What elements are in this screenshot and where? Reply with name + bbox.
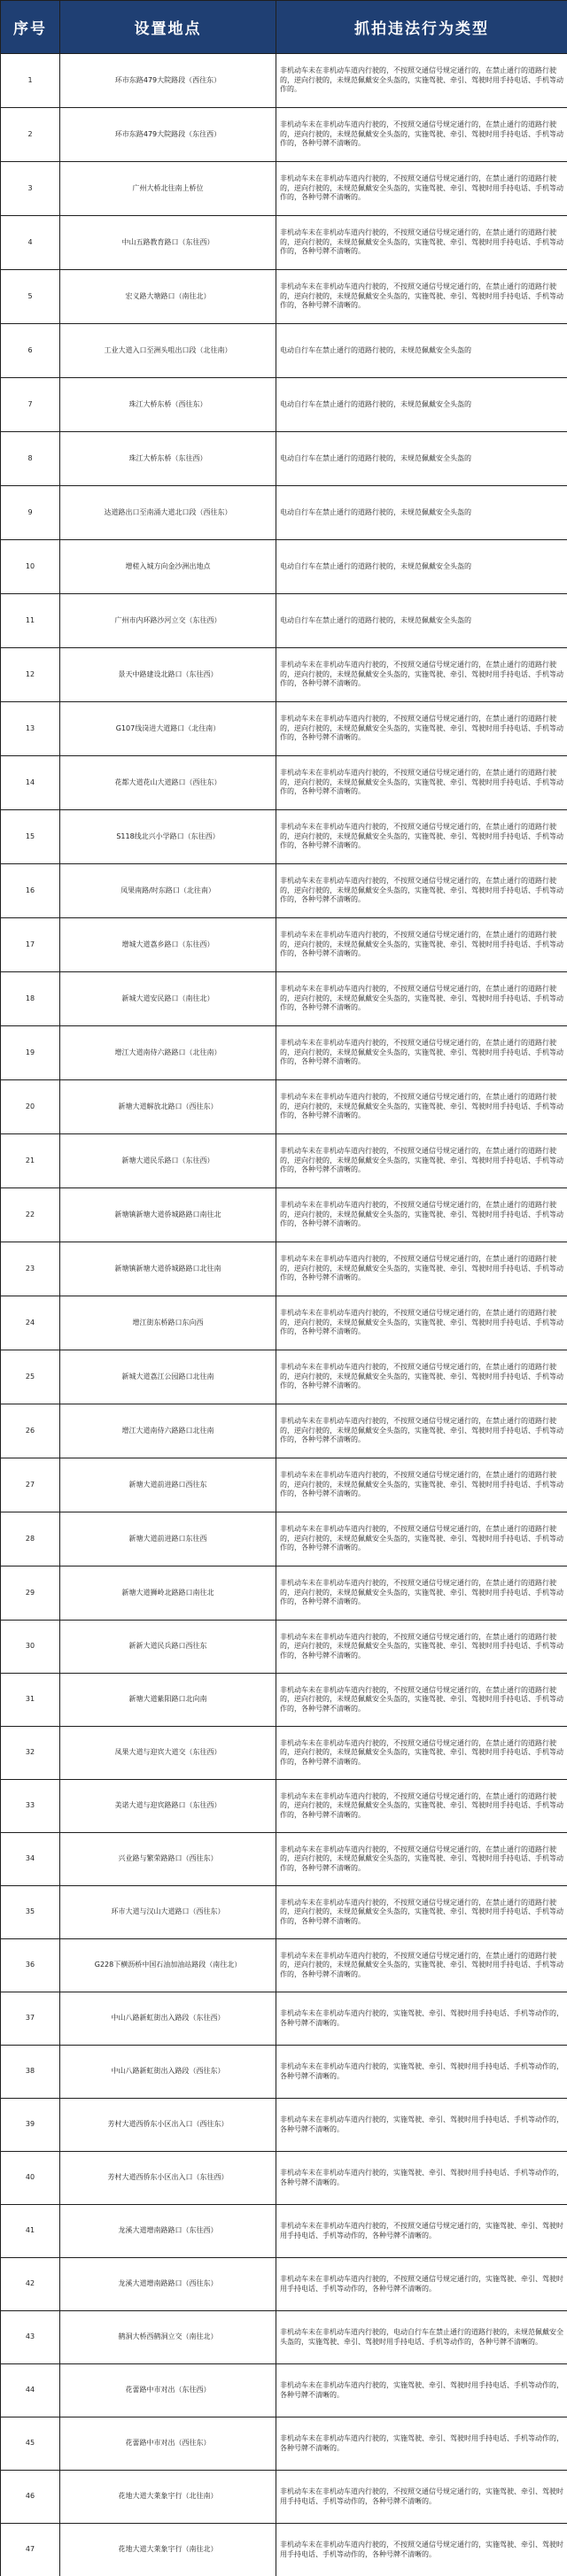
table-row	[1, 540, 567, 594]
row-number: 8	[1, 432, 60, 486]
row-violation-type: 非机动车未在非机动车道内行驶的，不按照交通信号规定通行的，在禁止通行的道路行驶的，逆向行驶的，未规范佩戴安全头盔的，实施驾驶、牵引、驾驶时用手持电话、手机等动作的，各种号牌不清晰的。	[276, 756, 567, 810]
row-violation-type: 非机动车未在非机动车道内行驶的，实施驾驶、牵引、驾驶时用手持电话、手机等动作的，各种号牌不清晰的。	[276, 2099, 567, 2152]
table-row	[1, 1566, 567, 1621]
row-location: 增槎入城方向金沙洲出地点	[60, 540, 276, 594]
row-location: 景天中路建设北路口（东往西）	[60, 648, 276, 702]
row-violation-type: 非机动车未在非机动车道内行驶的，不按照交通信号规定通行的，在禁止通行的道路行驶的，逆向行驶的，未规范佩戴安全头盔的，实施驾驶、牵引、驾驶时用手持电话、手机等动作的，各种号牌不清晰的。	[276, 108, 567, 162]
row-violation-type: 电动自行车在禁止通行的道路行驶的，未规范佩戴安全头盔的	[276, 486, 567, 540]
table-row	[1, 378, 567, 432]
row-number: 17	[1, 918, 60, 972]
row-location: 中山五路教育路口（东往西）	[60, 216, 276, 270]
row-number: 1	[1, 54, 60, 108]
row-violation-type: 非机动车未在非机动车道内行驶的，不按照交通信号规定通行的，在禁止通行的道路行驶的，逆向行驶的，未规范佩戴安全头盔的，实施驾驶、牵引、驾驶时用手持电话、手机等动作的，各种号牌不清晰的。	[276, 1727, 567, 1780]
row-location: G107线岗进大道路口（北往南）	[60, 702, 276, 756]
row-violation-type: 非机动车未在非机动车道内行驶的，实施驾驶、牵引、驾驶时用手持电话、手机等动作的，各种号牌不清晰的。	[276, 2046, 567, 2099]
row-location: 花蕾路中市对出（西往东）	[60, 2417, 276, 2471]
row-number: 16	[1, 864, 60, 918]
row-location: 中山八路新虹街出入路段（东往西）	[60, 1992, 276, 2046]
row-violation-type: 非机动车未在非机动车道内行驶的，不按照交通信号规定通行的，在禁止通行的道路行驶的，逆向行驶的，未规范佩戴安全头盔的，实施驾驶、牵引、驾驶时用手持电话、手机等动作的，各种号牌不清晰的。	[276, 1939, 567, 1992]
table-row	[1, 1674, 567, 1727]
row-violation-type: 非机动车未在非机动车道内行驶的，不按照交通信号规定通行的，在禁止通行的道路行驶的，逆向行驶的，未规范佩戴安全头盔的，实施驾驶、牵引、驾驶时用手持电话、手机等动作的，各种号牌不清晰的。	[276, 1026, 567, 1080]
row-location: 增江大道南侍六路路口北往南	[60, 1404, 276, 1458]
row-location: 新塘镇新塘大道侨城路路口南往北	[60, 1188, 276, 1242]
row-location: 凤果南路/时东路口（北往南）	[60, 864, 276, 918]
row-location: 龙溪大道增南路路口（西往东）	[60, 2258, 276, 2311]
row-number: 40	[1, 2152, 60, 2205]
table-row	[1, 432, 567, 486]
row-location: 花地大道大莱象宇行（南往北）	[60, 2524, 276, 2576]
row-location: 新塘大道前进路口东往西	[60, 1512, 276, 1566]
table-row	[1, 756, 567, 810]
row-violation-type: 电动自行车在禁止通行的道路行驶的，未规范佩戴安全头盔的	[276, 324, 567, 378]
row-location: 花地大道大莱象宇行（北往南）	[60, 2471, 276, 2524]
row-number: 43	[1, 2311, 60, 2364]
row-number: 34	[1, 1833, 60, 1886]
row-location: 环市东路479大院路段（西往东）	[60, 54, 276, 108]
row-violation-type: 非机动车未在非机动车道内行驶的，不按照交通信号规定通行的，在禁止通行的道路行驶的，逆向行驶的，未规范佩戴安全头盔的，实施驾驶、牵引、驾驶时用手持电话、手机等动作的，各种号牌不清晰的。	[276, 1833, 567, 1886]
row-number: 32	[1, 1727, 60, 1780]
table-row	[1, 324, 567, 378]
row-number: 41	[1, 2205, 60, 2258]
row-violation-type: 电动自行车在禁止通行的道路行驶的，未规范佩戴安全头盔的	[276, 432, 567, 486]
row-location: 宏义路大塘路口（南往北）	[60, 270, 276, 324]
table-row	[1, 1939, 567, 1992]
table-row	[1, 1621, 567, 1674]
row-violation-type: 非机动车未在非机动车道内行驶的，不按照交通信号规定通行的，在禁止通行的道路行驶的，逆向行驶的，未规范佩戴安全头盔的，实施驾驶、牵引、驾驶时用手持电话、手机等动作的，各种号牌不清晰的。	[276, 1780, 567, 1833]
row-violation-type: 非机动车未在非机动车道内行驶的，不按照交通信号规定通行的，在禁止通行的道路行驶的，逆向行驶的，未规范佩戴安全头盔的，实施驾驶、牵引、驾驶时用手持电话、手机等动作的，各种号牌不清晰的。	[276, 162, 567, 216]
row-violation-type: 非机动车未在非机动车道内行驶的，实施驾驶、牵引、驾驶时用手持电话、手机等动作的，各种号牌不清晰的。	[276, 2417, 567, 2471]
row-number: 31	[1, 1674, 60, 1727]
row-location: 增江街东桥路口东向西	[60, 1296, 276, 1350]
table-row	[1, 2258, 567, 2311]
table-row	[1, 2311, 567, 2364]
row-violation-type: 非机动车未在非机动车道内行驶的，实施驾驶、牵引、驾驶时用手持电话、手机等动作的，各种号牌不清晰的。	[276, 2364, 567, 2417]
row-violation-type: 电动自行车在禁止通行的道路行驶的，未规范佩戴安全头盔的	[276, 378, 567, 432]
table-row	[1, 54, 567, 108]
row-location: 新塘大道紫阳路口北向南	[60, 1674, 276, 1727]
table-row	[1, 216, 567, 270]
row-location: 工业大道入口至洲头咀出口段（北往南）	[60, 324, 276, 378]
table-body	[1, 54, 567, 2576]
table-row	[1, 1833, 567, 1886]
row-number: 7	[1, 378, 60, 432]
row-number: 39	[1, 2099, 60, 2152]
row-violation-type: 非机动车未在非机动车道内行驶的，不按照交通信号规定通行的，在禁止通行的道路行驶的，逆向行驶的，未规范佩戴安全头盔的，实施驾驶、牵引、驾驶时用手持电话、手机等动作的，各种号牌不清晰的。	[276, 1296, 567, 1350]
header-serial-number: 序号	[1, 1, 60, 54]
row-violation-type: 非机动车未在非机动车道内行驶的，不按照交通信号规定通行的，在禁止通行的道路行驶的，逆向行驶的，未规范佩戴安全头盔的，实施驾驶、牵引、驾驶时用手持电话、手机等动作的，各种号牌不清晰的。	[276, 1621, 567, 1674]
row-number: 35	[1, 1886, 60, 1939]
row-location: S118线北兴小学路口（东往西）	[60, 810, 276, 864]
table-row	[1, 864, 567, 918]
row-violation-type: 非机动车未在非机动车道内行驶的，不按照交通信号规定通行的，在禁止通行的道路行驶的，逆向行驶的，未规范佩戴安全头盔的，实施驾驶、牵引、驾驶时用手持电话、手机等动作的，各种号牌不清晰的。	[276, 702, 567, 756]
row-location: 珠江大桥东桥（东往西）	[60, 432, 276, 486]
row-violation-type: 非机动车未在非机动车道内行驶的，不按照交通信号规定通行的，在禁止通行的道路行驶的，逆向行驶的，未规范佩戴安全头盔的，实施驾驶、牵引、驾驶时用手持电话、手机等动作的，各种号牌不清晰的。	[276, 1886, 567, 1939]
row-location: 环市大道与汉山大道路口（西往东）	[60, 1886, 276, 1939]
row-violation-type: 非机动车未在非机动车道内行驶的，不按照交通信号规定通行的，在禁止通行的道路行驶的，逆向行驶的，未规范佩戴安全头盔的，实施驾驶、牵引、驾驶时用手持电话、手机等动作的，各种号牌不清晰的。	[276, 864, 567, 918]
table-row	[1, 1080, 567, 1134]
row-number: 28	[1, 1512, 60, 1566]
table-row	[1, 486, 567, 540]
table-row	[1, 648, 567, 702]
row-location: 新塘镇新塘大道侨城路路口北往南	[60, 1242, 276, 1296]
table-row	[1, 972, 567, 1026]
row-violation-type: 非机动车未在非机动车道内行驶的，不按照交通信号规定通行的，实施驾驶、牵引、驾驶时用手持电话、手机等动作的，各种号牌不清晰的。	[276, 2258, 567, 2311]
row-location: 珠江大桥东桥（西往东）	[60, 378, 276, 432]
row-location: 新城大道安民路口（南往北）	[60, 972, 276, 1026]
header-location: 设置地点	[60, 1, 276, 54]
row-number: 20	[1, 1080, 60, 1134]
row-violation-type: 非机动车未在非机动车道内行驶的，不按照交通信号规定通行的，在禁止通行的道路行驶的，逆向行驶的，未规范佩戴安全头盔的，实施驾驶、牵引、驾驶时用手持电话、手机等动作的，各种号牌不清晰的。	[276, 1566, 567, 1621]
row-violation-type: 非机动车未在非机动车道内行驶的，不按照交通信号规定通行的，在禁止通行的道路行驶的，逆向行驶的，未规范佩戴安全头盔的，实施驾驶、牵引、驾驶时用手持电话、手机等动作的，各种号牌不清晰的。	[276, 1458, 567, 1512]
row-violation-type: 非机动车未在非机动车道内行驶的，不按照交通信号规定通行的，在禁止通行的道路行驶的，逆向行驶的，未规范佩戴安全头盔的，实施驾驶、牵引、驾驶时用手持电话、手机等动作的，各种号牌不清晰的。	[276, 1242, 567, 1296]
row-location: 龙溪大道增南路路口（东往西）	[60, 2205, 276, 2258]
row-location: 新新大道民兵路口西往东	[60, 1621, 276, 1674]
row-location: 新城大道荔江公园路口北往南	[60, 1350, 276, 1404]
row-number: 44	[1, 2364, 60, 2417]
row-violation-type: 非机动车未在非机动车道内行驶的，不按照交通信号规定通行的，在禁止通行的道路行驶的，逆向行驶的，未规范佩戴安全头盔的，实施驾驶、牵引、驾驶时用手持电话、手机等动作的，各种号牌不清晰的。	[276, 972, 567, 1026]
row-number: 11	[1, 594, 60, 648]
row-location: 兴业路与繁荣路路口（西往东）	[60, 1833, 276, 1886]
row-location: 花蕾路中市对出（东往西）	[60, 2364, 276, 2417]
row-number: 4	[1, 216, 60, 270]
row-number: 29	[1, 1566, 60, 1621]
table-row	[1, 2205, 567, 2258]
table-row	[1, 108, 567, 162]
row-number: 21	[1, 1134, 60, 1188]
table-row	[1, 2152, 567, 2205]
table-row	[1, 1886, 567, 1939]
row-location: 美诺大道与迎宾路路口（东往西）	[60, 1780, 276, 1833]
row-location: 新塘大道狮岭北路路口南往北	[60, 1566, 276, 1621]
row-location: 芳村大道西侨东小区出入口（西往东）	[60, 2099, 276, 2152]
row-number: 2	[1, 108, 60, 162]
row-violation-type: 电动自行车在禁止通行的道路行驶的，未规范佩戴安全头盔的	[276, 594, 567, 648]
row-violation-type: 非机动车未在非机动车道内行驶的，不按照交通信号规定通行的，实施驾驶、牵引、驾驶时用手持电话、手机等动作的，各种号牌不清晰的。	[276, 2524, 567, 2576]
row-number: 38	[1, 2046, 60, 2099]
row-violation-type: 非机动车未在非机动车道内行驶的，不按照交通信号规定通行的，实施驾驶、牵引、驾驶时用手持电话、手机等动作的，各种号牌不清晰的。	[276, 2471, 567, 2524]
row-number: 42	[1, 2258, 60, 2311]
row-location: 达道路出口至南涌大道北口段（西往东）	[60, 486, 276, 540]
table-row	[1, 2099, 567, 2152]
row-number: 23	[1, 1242, 60, 1296]
row-number: 5	[1, 270, 60, 324]
row-violation-type: 非机动车未在非机动车道内行驶的，不按照交通信号规定通行的，实施驾驶、牵引、驾驶时用手持电话、手机等动作的，各种号牌不清晰的。	[276, 2205, 567, 2258]
row-location: 中山八路新虹街出入路段（西往东）	[60, 2046, 276, 2099]
row-number: 22	[1, 1188, 60, 1242]
row-location: 新塘大道民乐路口（东往西）	[60, 1134, 276, 1188]
row-number: 19	[1, 1026, 60, 1080]
row-violation-type: 非机动车未在非机动车道内行驶的，实施驾驶、牵引、驾驶时用手持电话、手机等动作的，各种号牌不清晰的。	[276, 1992, 567, 2046]
table-row	[1, 2524, 567, 2576]
row-violation-type: 非机动车未在非机动车道内行驶的，不按照交通信号规定通行的，在禁止通行的道路行驶的，逆向行驶的，未规范佩戴安全头盔的，实施驾驶、牵引、驾驶时用手持电话、手机等动作的，各种号牌不清晰的。	[276, 1080, 567, 1134]
row-number: 9	[1, 486, 60, 540]
row-number: 18	[1, 972, 60, 1026]
table-row	[1, 1026, 567, 1080]
table-row	[1, 1404, 567, 1458]
row-violation-type: 非机动车未在非机动车道内行驶的，不按照交通信号规定通行的，在禁止通行的道路行驶的，逆向行驶的，未规范佩戴安全头盔的，实施驾驶、牵引、驾驶时用手持电话、手机等动作的，各种号牌不清晰的。	[276, 216, 567, 270]
row-location: 环市东路479大院路段（东往西）	[60, 108, 276, 162]
table-row	[1, 1188, 567, 1242]
row-number: 45	[1, 2417, 60, 2471]
row-number: 26	[1, 1404, 60, 1458]
table-row	[1, 2417, 567, 2471]
row-violation-type: 非机动车未在非机动车道内行驶的，不按照交通信号规定通行的，在禁止通行的道路行驶的，逆向行驶的，未规范佩戴安全头盔的，实施驾驶、牵引、驾驶时用手持电话、手机等动作的，各种号牌不清晰的。	[276, 810, 567, 864]
row-number: 36	[1, 1939, 60, 1992]
row-location: 广州市内环路沙河立交（东往西）	[60, 594, 276, 648]
row-location: 新塘大道解放北路口（西往东）	[60, 1080, 276, 1134]
table-row	[1, 1727, 567, 1780]
row-number: 30	[1, 1621, 60, 1674]
row-violation-type: 非机动车未在非机动车道内行驶的，电动自行车在禁止通行的道路行驶的，未规范佩戴安全头盔的，实施驾驶、牵引、驾驶时用手持电话、手机等动作的，各种号牌不清晰的。	[276, 2311, 567, 2364]
row-number: 25	[1, 1350, 60, 1404]
table-row	[1, 2364, 567, 2417]
row-location: 芳村大道西侨东小区出入口（东往西）	[60, 2152, 276, 2205]
row-location: 新塘大道前进路口西往东	[60, 1458, 276, 1512]
row-number: 3	[1, 162, 60, 216]
row-location: 花都大道花山大道路口（西往东）	[60, 756, 276, 810]
row-number: 46	[1, 2471, 60, 2524]
table-row	[1, 1512, 567, 1566]
table-row	[1, 1296, 567, 1350]
table-row	[1, 702, 567, 756]
row-location: 增江大道南侍六路路口（北往南）	[60, 1026, 276, 1080]
row-location: 广州大桥北往南上桥位	[60, 162, 276, 216]
table-row	[1, 918, 567, 972]
row-violation-type: 非机动车未在非机动车道内行驶的，不按照交通信号规定通行的，在禁止通行的道路行驶的，逆向行驶的，未规范佩戴安全头盔的，实施驾驶、牵引、驾驶时用手持电话、手机等动作的，各种号牌不清晰的。	[276, 1404, 567, 1458]
row-violation-type: 非机动车未在非机动车道内行驶的，不按照交通信号规定通行的，在禁止通行的道路行驶的，逆向行驶的，未规范佩戴安全头盔的，实施驾驶、牵引、驾驶时用手持电话、手机等动作的，各种号牌不清晰的。	[276, 1188, 567, 1242]
table-row	[1, 162, 567, 216]
row-location: G228下横沥桥中国石油加油站路段（南往北）	[60, 1939, 276, 1992]
row-violation-type: 非机动车未在非机动车道内行驶的，实施驾驶、牵引、驾驶时用手持电话、手机等动作的，各种号牌不清晰的。	[276, 2152, 567, 2205]
row-violation-type: 非机动车未在非机动车道内行驶的，不按照交通信号规定通行的，在禁止通行的道路行驶的，逆向行驶的，未规范佩戴安全头盔的，实施驾驶、牵引、驾驶时用手持电话、手机等动作的，各种号牌不清晰的。	[276, 1350, 567, 1404]
row-location: 鹤洞大桥西鹤洞立交（南往北）	[60, 2311, 276, 2364]
table-row	[1, 594, 567, 648]
row-violation-type: 非机动车未在非机动车道内行驶的，不按照交通信号规定通行的，在禁止通行的道路行驶的，逆向行驶的，未规范佩戴安全头盔的，实施驾驶、牵引、驾驶时用手持电话、手机等动作的，各种号牌不清晰的。	[276, 1674, 567, 1727]
table-row	[1, 2046, 567, 2099]
row-location: 凤果大道与迎宾大道交（东往西）	[60, 1727, 276, 1780]
row-number: 14	[1, 756, 60, 810]
row-number: 24	[1, 1296, 60, 1350]
row-number: 27	[1, 1458, 60, 1512]
row-violation-type: 非机动车未在非机动车道内行驶的，不按照交通信号规定通行的，在禁止通行的道路行驶的，逆向行驶的，未规范佩戴安全头盔的，实施驾驶、牵引、驾驶时用手持电话、手机等动作的，各种号牌不清晰的。	[276, 918, 567, 972]
table-row	[1, 1780, 567, 1833]
row-number: 12	[1, 648, 60, 702]
row-number: 6	[1, 324, 60, 378]
row-number: 47	[1, 2524, 60, 2576]
table-row	[1, 270, 567, 324]
row-number: 13	[1, 702, 60, 756]
table-row	[1, 810, 567, 864]
table-row	[1, 1134, 567, 1188]
row-number: 37	[1, 1992, 60, 2046]
row-violation-type: 电动自行车在禁止通行的道路行驶的，未规范佩戴安全头盔的	[276, 540, 567, 594]
row-violation-type: 非机动车未在非机动车道内行驶的，不按照交通信号规定通行的，在禁止通行的道路行驶的，逆向行驶的，未规范佩戴安全头盔的，实施驾驶、牵引、驾驶时用手持电话、手机等动作的，各种号牌不清晰的。	[276, 1512, 567, 1566]
row-number: 33	[1, 1780, 60, 1833]
table-header-row	[1, 1, 567, 54]
row-violation-type: 非机动车未在非机动车道内行驶的，不按照交通信号规定通行的，在禁止通行的道路行驶的，逆向行驶的，未规范佩戴安全头盔的，实施驾驶、牵引、驾驶时用手持电话、手机等动作的，各种号牌不清晰的。	[276, 270, 567, 324]
table-row	[1, 2471, 567, 2524]
row-violation-type: 非机动车未在非机动车道内行驶的，不按照交通信号规定通行的，在禁止通行的道路行驶的，逆向行驶的，未规范佩戴安全头盔的，实施驾驶、牵引、驾驶时用手持电话、手机等动作的，各种号牌不清晰的。	[276, 1134, 567, 1188]
row-location: 增城大道荔乡路口（东往西）	[60, 918, 276, 972]
header-violation-type: 抓拍违法行为类型	[276, 1, 567, 54]
table-row	[1, 1242, 567, 1296]
table-row	[1, 1350, 567, 1404]
table-row	[1, 1458, 567, 1512]
row-number: 10	[1, 540, 60, 594]
row-violation-type: 非机动车未在非机动车道内行驶的，不按照交通信号规定通行的，在禁止通行的道路行驶的，逆向行驶的，未规范佩戴安全头盔的，实施驾驶、牵引、驾驶时用手持电话、手机等动作的。	[276, 54, 567, 108]
row-number: 15	[1, 810, 60, 864]
table-row	[1, 1992, 567, 2046]
row-violation-type: 非机动车未在非机动车道内行驶的，不按照交通信号规定通行的，在禁止通行的道路行驶的，逆向行驶的，未规范佩戴安全头盔的，实施驾驶、牵引、驾驶时用手持电话、手机等动作的，各种号牌不清晰的。	[276, 648, 567, 702]
